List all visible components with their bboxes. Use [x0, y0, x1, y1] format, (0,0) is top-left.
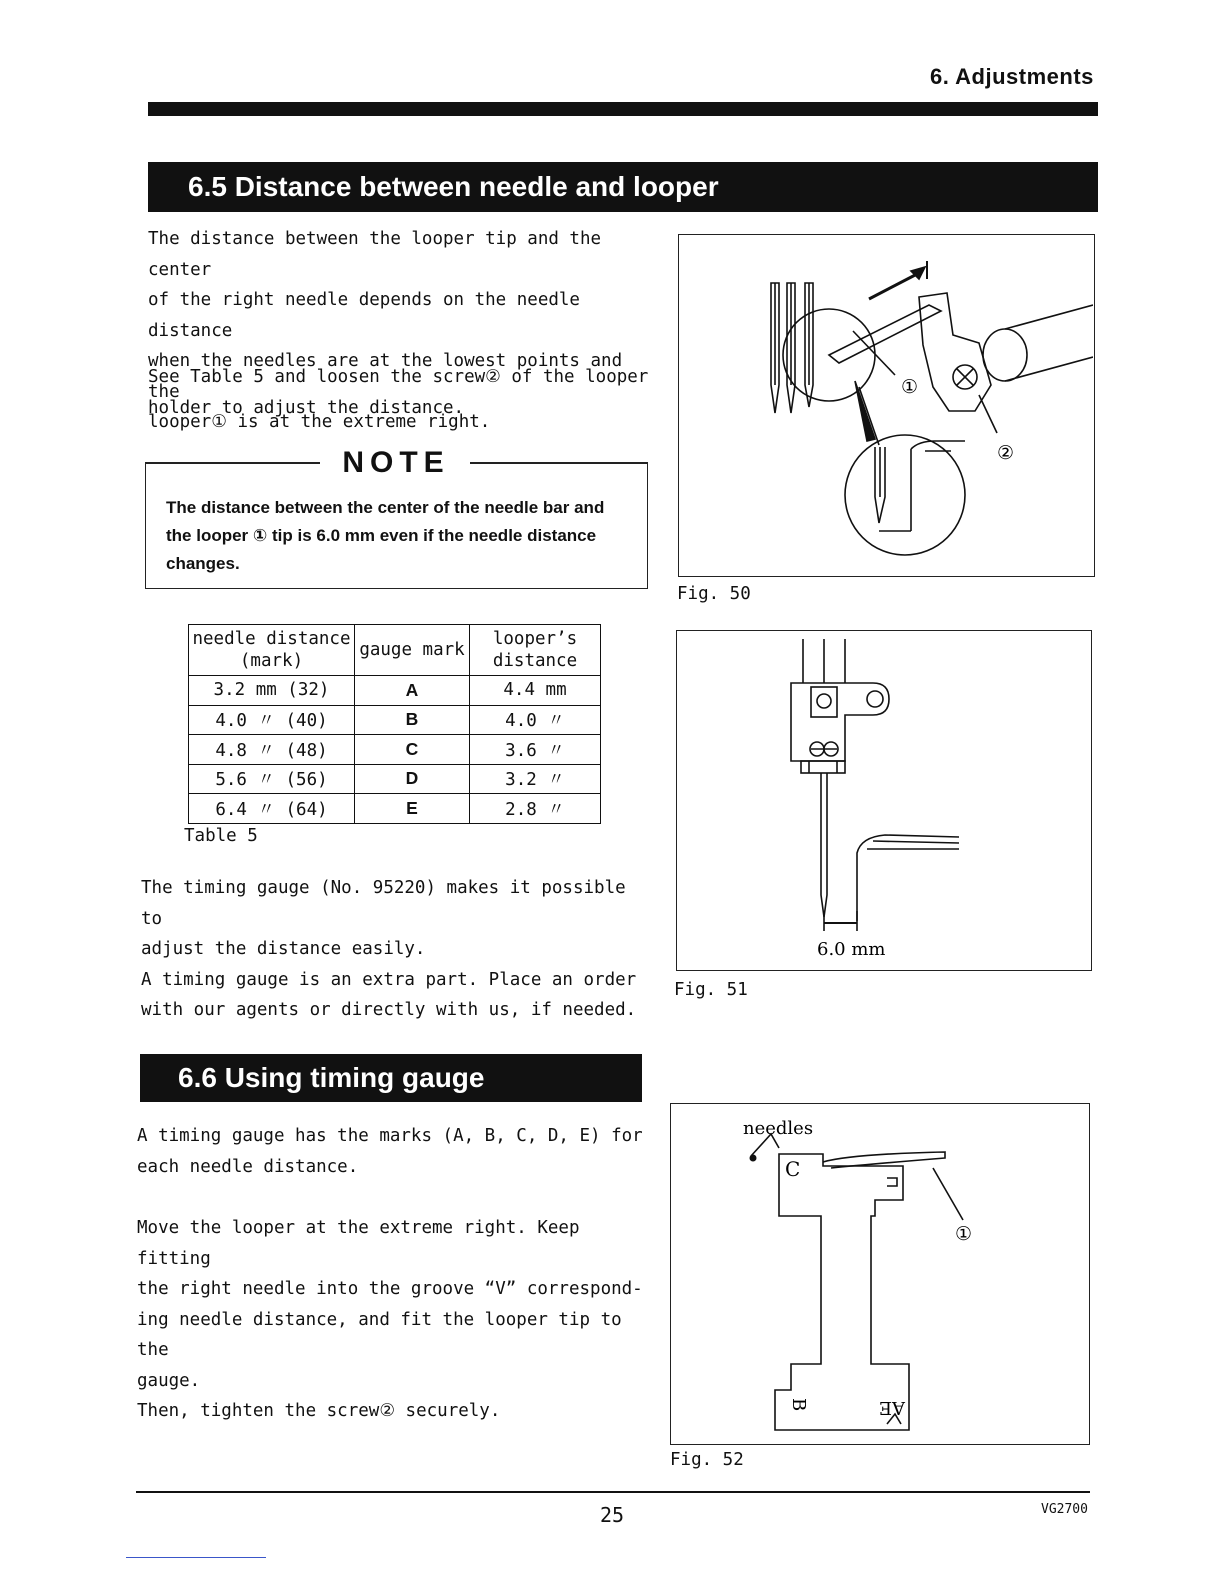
section-title-6-5: [148, 162, 1098, 212]
table-row: [189, 735, 601, 765]
table-cell-needle-distance: 4.0 〃 (40): [189, 705, 355, 735]
gauge-mark-ae: AE: [878, 1397, 905, 1418]
gauge-table: [188, 624, 601, 824]
table-cell-looper-distance: 4.4 mm: [470, 676, 601, 706]
section-title-6-6: [140, 1054, 642, 1102]
figure-52: [670, 1103, 1090, 1445]
looper-holder-icon: [919, 293, 991, 411]
figure-52-caption: Fig. 52: [670, 1450, 744, 1470]
paragraph-gauge-marks: A timing gauge has the marks (A, B, C, D, E) for each needle distance.: [137, 1126, 643, 1177]
gauge-mark-c: C: [785, 1157, 801, 1181]
needle-icon: [821, 773, 827, 917]
label-needles: needles: [743, 1118, 814, 1139]
note-text: The distance between the center of the needle bar and the looper ① tip is 6.0 mm even if the needle distance changes.: [166, 498, 605, 573]
looper-blade-icon: [829, 305, 941, 363]
table-cell-gauge-mark: C: [355, 735, 470, 765]
table-row: [189, 705, 601, 735]
table-cell-looper-distance: 2.8 〃: [470, 794, 601, 824]
table-cell-needle-distance: 4.8 〃 (48): [189, 735, 355, 765]
table-cell-needle-distance: 5.6 〃 (56): [189, 764, 355, 794]
needle-point-icon: [750, 1155, 757, 1162]
model-code: VG2700: [1041, 1502, 1088, 1517]
table-header-needle-distance: needle distance (mark): [189, 625, 355, 676]
zoom-circle-large-icon: [845, 435, 965, 555]
section-title-6-6-text: 6.6 Using timing gauge: [178, 1062, 485, 1093]
paragraph-loosen-screw: See Table 5 and loosen the screw② of the looper holder to adjust the distance.: [148, 367, 649, 418]
figure-52-illustration: [671, 1104, 1088, 1443]
note-top-border-left: [145, 462, 320, 464]
table-row: [189, 764, 601, 794]
table-cell-needle-distance: 6.4 〃 (64): [189, 794, 355, 824]
table-cell-needle-distance: 3.2 mm (32): [189, 676, 355, 706]
section-title-6-5-text: 6.5 Distance between needle and looper: [188, 171, 719, 202]
paragraph-looper-distance: The distance between the looper tip and the center of the right needle depends on the needle distance when the needles are at the lowest points and the looper① is at the extreme right.: [148, 229, 623, 432]
figure-51-caption: Fig. 51: [674, 980, 748, 1000]
callout-1-fig50: ①: [901, 376, 919, 398]
callout-2-fig50: ②: [997, 442, 1015, 464]
table-cell-looper-distance: 4.0 〃: [470, 705, 601, 735]
note-title: NOTE: [342, 446, 450, 479]
chapter-header: 6. Adjustments: [930, 64, 1094, 89]
table-header-looper-distance: looper’s distance: [470, 625, 601, 676]
table-cell-gauge-mark: D: [355, 764, 470, 794]
figure-50-caption: Fig. 50: [677, 584, 751, 604]
table-cell-looper-distance: 3.6 〃: [470, 735, 601, 765]
note-top-border-right: [470, 462, 648, 464]
page-number: 25: [600, 1503, 625, 1527]
bottom-edge-line: [126, 1557, 266, 1558]
table-header-gauge-mark: gauge mark: [355, 625, 470, 676]
paragraph-gauge-procedure: Move the looper at the extreme right. Keep fitting the right needle into the groove “V” correspond- ing needle distance, and fit the looper tip to the gauge. Then, tighten the screw② securely.: [137, 1218, 643, 1421]
figure-51: [676, 630, 1092, 971]
table-cell-gauge-mark: A: [355, 676, 470, 706]
figure-51-illustration: [677, 631, 1090, 969]
dimension-label: 6.0 mm: [817, 939, 886, 960]
timing-gauge-icon: [775, 1154, 909, 1430]
gauge-mark-b: B: [788, 1398, 809, 1412]
needle-clamp-icon: [791, 683, 889, 761]
callout-1-fig52: ①: [955, 1223, 973, 1245]
figure-50: [678, 234, 1095, 577]
table-cell-looper-distance: 3.2 〃: [470, 764, 601, 794]
header-rule: [148, 102, 1098, 116]
table-row: [189, 794, 601, 824]
figure-50-illustration: [679, 235, 1093, 575]
table-header-row: [189, 625, 601, 676]
table-cell-gauge-mark: E: [355, 794, 470, 824]
table-caption: Table 5: [184, 826, 258, 846]
paragraph-timing-gauge-info: The timing gauge (No. 95220) makes it possible to adjust the distance easily. A timing gauge is an extra part. Place an order with our agents or directly with us, if needed.: [141, 878, 637, 1020]
looper-icon: [857, 835, 959, 921]
table-cell-gauge-mark: B: [355, 705, 470, 735]
footer-rule: [136, 1491, 1090, 1493]
table-row: [189, 676, 601, 706]
